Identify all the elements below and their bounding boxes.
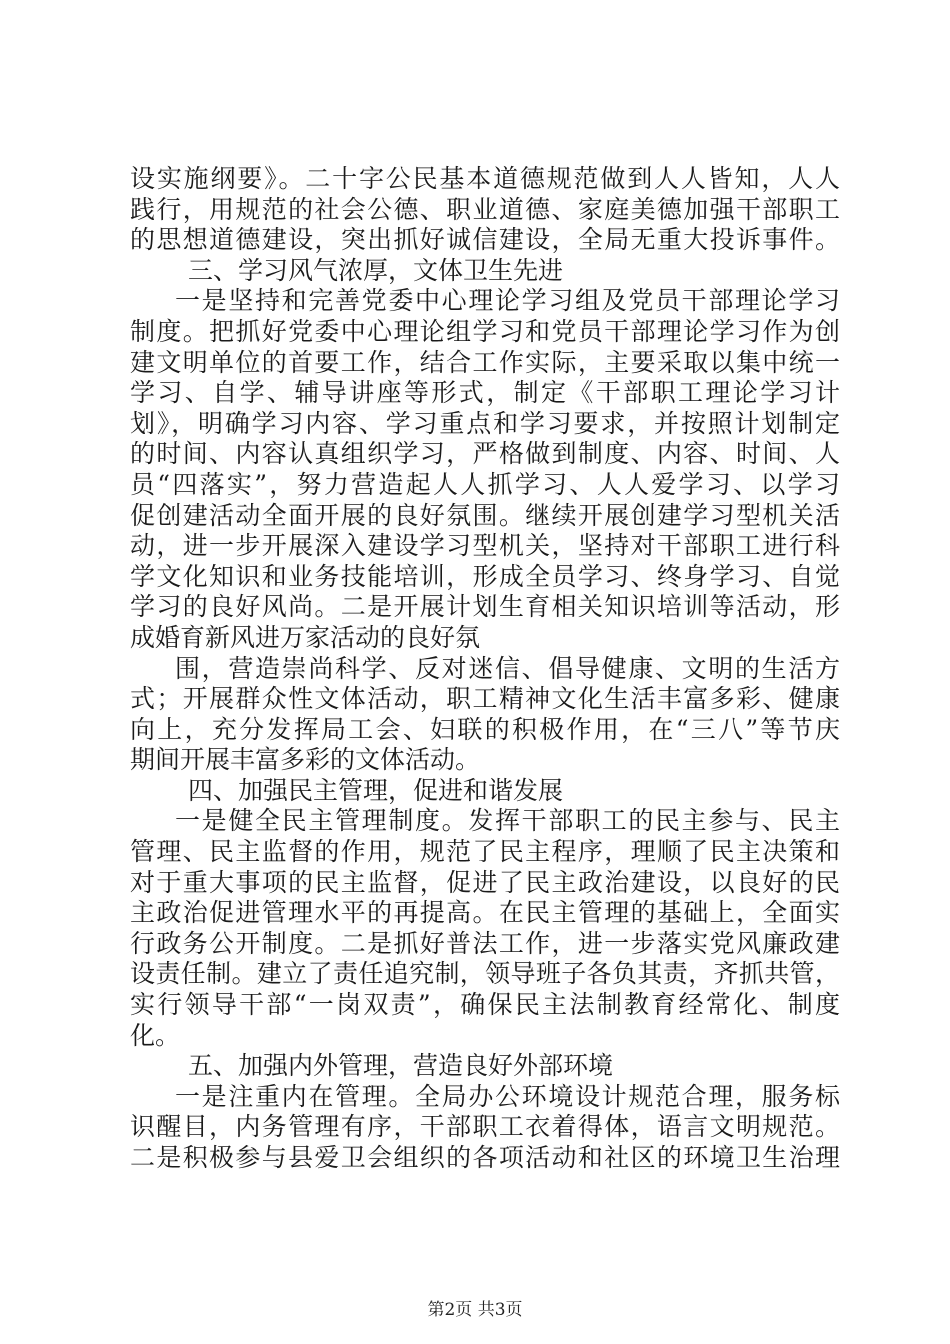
section-heading: 三、学习风气浓厚，文体卫生先进 xyxy=(188,255,564,285)
paragraph-line: 建文明单位的首要工作，结合工作实际，主要采取以集中统一 xyxy=(130,347,840,377)
paragraph-line: 式；开展群众性文体活动，职工精神文化生活丰富多彩、健康 xyxy=(130,684,840,714)
section-heading: 四、加强民主管理，促进和谐发展 xyxy=(188,775,564,805)
paragraph-line: 的时间、内容认真组织学习，严格做到制度、内容、时间、人 xyxy=(130,439,840,469)
paragraph-line: 行政务公开制度。二是抓好普法工作，进一步落实党风廉政建 xyxy=(130,928,840,958)
page-number-footer: 第2页 共3页 xyxy=(427,1300,523,1320)
paragraph-line: 学习的良好风尚。二是开展计划生育相关知识培训等活动，形 xyxy=(130,592,840,622)
paragraph-first-line: 一是注重内在管理。全局办公环境设计规范合理，服务标 xyxy=(175,1081,840,1111)
paragraph-line: 二是积极参与县爱卫会组织的各项活动和社区的环境卫生治理 xyxy=(130,1143,840,1172)
paragraph-line: 员“四落实”，努力营造起人人抓学习、人人爱学习、以学习 xyxy=(130,469,840,499)
paragraph-line: 向上，充分发挥局工会、妇联的积极作用，在“三八”等节庆 xyxy=(130,714,840,744)
paragraph-line: 的思想道德建设，突出抓好诚信建设，全局无重大投诉事件。 xyxy=(130,225,840,255)
paragraph-first-line: 一是坚持和完善党委中心理论学习组及党员干部理论学习 xyxy=(175,286,840,316)
paragraph-line: 对于重大事项的民主监督，促进了民主政治建设，以良好的民 xyxy=(130,867,840,897)
paragraph-last-line: 化。 xyxy=(130,1020,181,1050)
paragraph-line: 设实施纲要》。二十字公民基本道德规范做到人人皆知，人人 xyxy=(130,164,840,193)
paragraph-line: 践行，用规范的社会公德、职业道德、家庭美德加强干部职工 xyxy=(130,194,840,224)
paragraph-line: 制度。把抓好党委中心理论组学习和党员干部理论学习作为创 xyxy=(130,316,840,346)
paragraph-line: 实行领导干部“一岗双责”，确保民主法制教育经常化、制度 xyxy=(130,990,840,1020)
paragraph-line: 动，进一步开展深入建设学习型机关，坚持对干部职工进行科 xyxy=(130,531,840,561)
document-body xyxy=(130,164,840,1174)
paragraph-last-line: 期间开展丰富多彩的文体活动。 xyxy=(130,745,481,775)
paragraph-line: 设责任制。建立了责任追究制，领导班子各负其责，齐抓共管， xyxy=(130,959,840,989)
paragraph-line: 识醒目，内务管理有序，干部职工衣着得体，语言文明规范。 xyxy=(130,1112,840,1142)
paragraph-line: 学习、自学、辅导讲座等形式，制定《干部职工理论学习计 xyxy=(130,378,840,408)
section-heading: 五、加强内外管理，营造良好外部环境 xyxy=(188,1051,614,1081)
paragraph-last-line: 成婚育新风进万家活动的良好氛 xyxy=(130,622,481,652)
paragraph-line: 管理、民主监督的作用，规范了民主程序，理顺了民主决策和 xyxy=(130,837,840,867)
paragraph-line: 主政治促进管理水平的再提高。在民主管理的基础上，全面实 xyxy=(130,898,840,928)
paragraph-line: 促创建活动全面开展的良好氛围。继续开展创建学习型机关活 xyxy=(130,500,840,530)
paragraph-first-line: 围，营造崇尚科学、反对迷信、倡导健康、文明的生活方 xyxy=(175,653,840,683)
paragraph-line: 划》，明确学习内容、学习重点和学习要求，并按照计划制定 xyxy=(130,408,840,438)
paragraph-first-line: 一是健全民主管理制度。发挥干部职工的民主参与、民主 xyxy=(175,806,840,836)
paragraph-line: 学文化知识和业务技能培训，形成全员学习、终身学习、自觉 xyxy=(130,561,840,591)
